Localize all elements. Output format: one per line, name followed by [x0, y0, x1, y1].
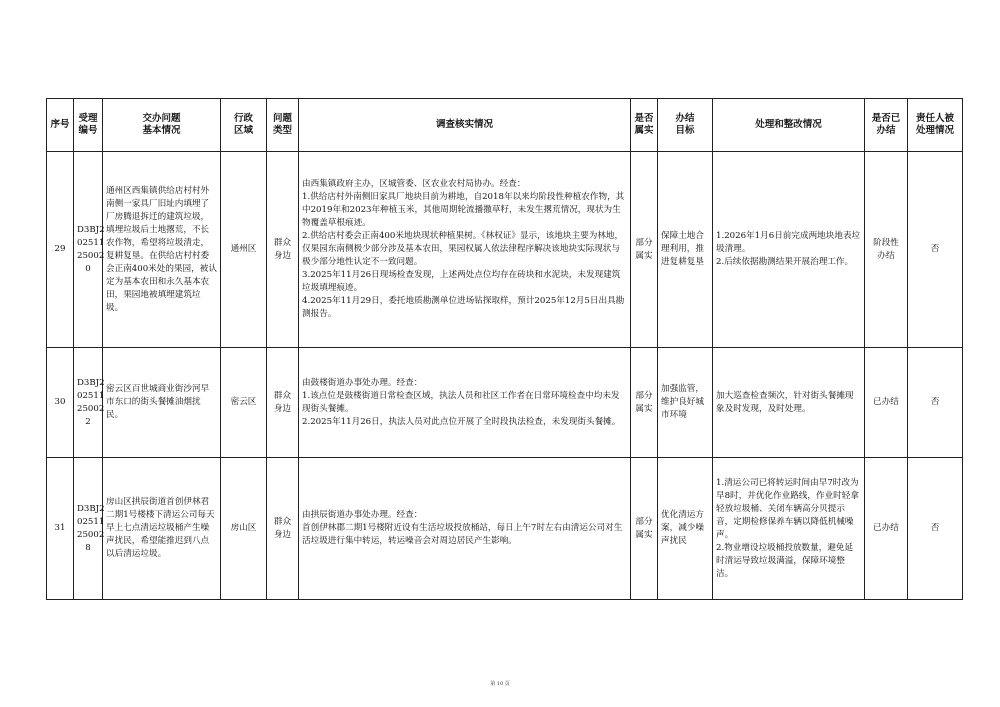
- cell-issue-description: 密云区百世城商业街沙河早市东口的街头餐摊油烟扰民。: [103, 348, 221, 458]
- cell-investigation: 由西集镇政府主办，区城管委、区农业农村局协办。经查： 1.供给店村外南侧旧家具厂地块目前为耕地，自2018年以来均阶段性种植农作物，其中2019年和2023年种植玉米，其他周期轮流播撒草籽，未发生撂荒情况，现状为生物覆盖草根痕迹。 2.供给店村委会正南400米地块现状种植果树。《林权证》显示，该地块主要为林地，仅果园东南侧极少部分涉及基本农田，果园权属人依法律程序解决该地块实际现状与极少部分地性认定不一致问题。 3.2025年11月26日现场检查发现，上述两处点位均存在砖块和水泥块，未发现建筑垃圾填埋痕迹。 4.2025年11月29日，委托地质勘测单位进场钻探取样，预计2025年12月5日出具勘测报告。: [299, 152, 631, 348]
- cell-completed: 阶段性 办结: [865, 152, 908, 348]
- table-row: [47, 152, 963, 348]
- cell-seq: 30: [47, 348, 74, 458]
- cell-investigation: 由拱辰街道办事处办理。经查： 首创伊林郡二期1号楼附近设有生活垃圾投放桶站，每日上午7时左右由清运公司对生活垃圾进行集中转运，转运噪音会对周边居民产生影响。: [299, 458, 631, 600]
- table-row: [47, 348, 963, 458]
- cell-responsible: 否: [908, 152, 963, 348]
- cell-handling: 1.清运公司已将转运时间由早7时改为早8时，并优化作业路线，作业时轻拿轻放垃圾桶、关闭车辆高分贝提示音，定期检修保养车辆以降低机械噪声。 2.物业增设垃圾桶投放数量，避免延时清运导致垃圾满溢，保障环境整洁。: [713, 458, 865, 600]
- cell-goal: 加强监管，维护良好城市环境: [658, 348, 713, 458]
- cell-handling: 加大巡查检查频次，针对街头餐摊现象及时发现，及时处理。: [713, 348, 865, 458]
- cell-acceptance-no: D3BJ2 02511 25002 8: [74, 458, 103, 600]
- cell-region: 密云区: [221, 348, 267, 458]
- cell-issue-type: 群众 身边: [267, 348, 299, 458]
- header-investigation: 调查核实情况: [299, 99, 631, 152]
- cell-goal: 保障土地合理利用，推进复耕复垦: [658, 152, 713, 348]
- cell-is-true: 部分 属实: [631, 348, 658, 458]
- header-responsible: 责任人被 处理情况: [908, 99, 963, 152]
- case-table: [46, 98, 963, 600]
- cell-region: 房山区: [221, 458, 267, 600]
- header-handling: 处理和整改情况: [713, 99, 865, 152]
- cell-completed: 已办结: [865, 458, 908, 600]
- cell-completed: 已办结: [865, 348, 908, 458]
- cell-acceptance-no: D3BJ2 02511 25002 2: [74, 348, 103, 458]
- cell-region: 通州区: [221, 152, 267, 348]
- header-acceptance-no: 受理 编号: [74, 99, 103, 152]
- cell-responsible: 否: [908, 348, 963, 458]
- table-row: [47, 458, 963, 600]
- header-seq: 序号: [47, 99, 74, 152]
- header-row: [47, 99, 963, 152]
- header-region: 行政 区域: [221, 99, 267, 152]
- cell-is-true: 部分 属实: [631, 152, 658, 348]
- cell-issue-description: 通州区西集镇供给店村村外南侧一家具厂旧址内填埋了厂房腾退拆迁的建筑垃圾，填埋垃圾后土地撂荒，不长农作物，希望将垃圾清走，复耕复垦。在供给店村村委会正南400米处的果园，被认定为基本农田和永久基本农田，果园地被填埋建筑垃圾。: [103, 152, 221, 348]
- header-issue-type: 问题 类型: [267, 99, 299, 152]
- cell-goal: 优化清运方案，减少噪声扰民: [658, 458, 713, 600]
- header-completed: 是否已 办结: [865, 99, 908, 152]
- cell-is-true: 部分 属实: [631, 458, 658, 600]
- page-number: 第 10 页: [490, 681, 510, 687]
- cell-investigation: 由鼓楼街道办事处办理。经查： 1.该点位是鼓楼街道日常检查区域，执法人员和社区工作者在日常环境检查中均未发现街头餐摊。 2.2025年11月26日，执法人员对此点位开展了全时段执法检查，未发现街头餐摊。: [299, 348, 631, 458]
- header-is-true: 是否 属实: [631, 99, 658, 152]
- cell-seq: 29: [47, 152, 74, 348]
- cell-handling: 1.2026年1月6日前完成两地块地表垃圾清理。 2.后续依据勘测结果开展治理工作。: [713, 152, 865, 348]
- header-issue-description: 交办问题 基本情况: [103, 99, 221, 152]
- cell-acceptance-no: D3BJ2 02511 25002 0: [74, 152, 103, 348]
- cell-responsible: 否: [908, 458, 963, 600]
- header-goal: 办结 目标: [658, 99, 713, 152]
- cell-issue-type: 群众 身边: [267, 458, 299, 600]
- cell-issue-description: 房山区拱辰街道首创伊林君二期1号楼楼下清运公司每天早上七点清运垃圾桶产生噪声扰民，希望能推迟到八点以后清运垃圾。: [103, 458, 221, 600]
- cell-seq: 31: [47, 458, 74, 600]
- cell-issue-type: 群众 身边: [267, 152, 299, 348]
